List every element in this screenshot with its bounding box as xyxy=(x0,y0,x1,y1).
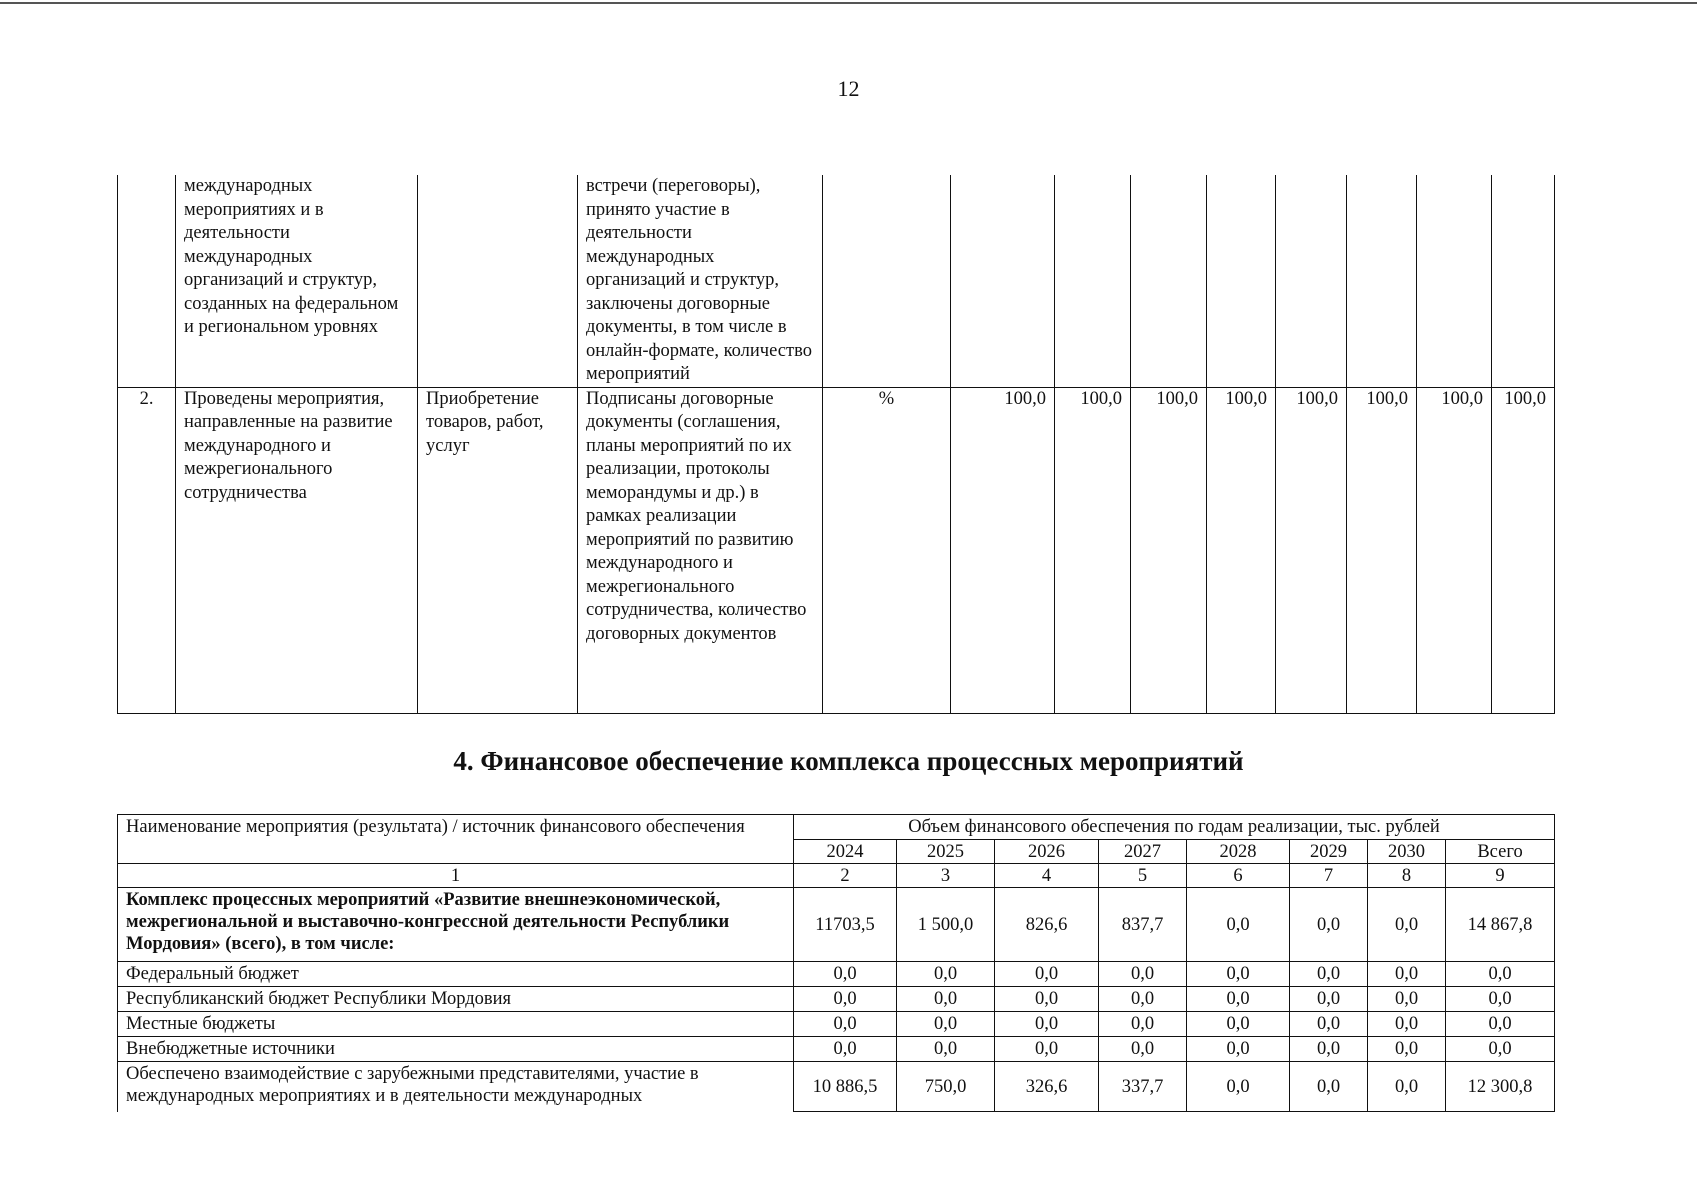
value-cell: 837,7 xyxy=(1099,888,1187,962)
column-number: 5 xyxy=(1099,864,1187,888)
column-number: 4 xyxy=(995,864,1099,888)
total-cell: 0,0 xyxy=(1446,962,1555,987)
column-number: 7 xyxy=(1290,864,1368,888)
value-cell: 0,0 xyxy=(1368,1062,1446,1112)
row-name: Внебюджетные источники xyxy=(118,1037,794,1062)
results-table xyxy=(117,175,1555,714)
value-cell: 0,0 xyxy=(1099,987,1187,1012)
table-row xyxy=(118,962,1555,987)
section-title: 4. Финансовое обеспечение комплекса процессных мероприятий xyxy=(453,746,1244,776)
total-header: Всего xyxy=(1446,840,1555,864)
value-cell: 0,0 xyxy=(1368,888,1446,962)
column-number: 1 xyxy=(118,864,794,888)
value-cell: 100,0 xyxy=(1492,387,1555,713)
value-cell: 0,0 xyxy=(897,1012,995,1037)
year-header: 2030 xyxy=(1368,840,1446,864)
year-header: 2025 xyxy=(897,840,995,864)
year-header: 2029 xyxy=(1290,840,1368,864)
value-cell xyxy=(1131,175,1207,387)
result-name: международных мероприятиях и в деятельности международных организаций и структур, созданных на федеральном и региональном уровнях xyxy=(176,175,418,387)
value-cell: 0,0 xyxy=(1290,1037,1368,1062)
row-name: Местные бюджеты xyxy=(118,1012,794,1037)
value-cell: 826,6 xyxy=(995,888,1099,962)
value-cell: 0,0 xyxy=(794,1037,897,1062)
row-name: Федеральный бюджет xyxy=(118,962,794,987)
year-header: 2027 xyxy=(1099,840,1187,864)
total-cell: 12 300,8 xyxy=(1446,1062,1555,1112)
value-cell: 0,0 xyxy=(1187,1062,1290,1112)
row-name: Обеспечено взаимодействие с зарубежными представителями, участие в международных мероприятиях и в деятельности международных xyxy=(118,1062,794,1112)
scan-edge-line xyxy=(0,2,1697,4)
value-cell xyxy=(1417,175,1492,387)
value-cell: 100,0 xyxy=(1347,387,1417,713)
value-cell xyxy=(1207,175,1276,387)
value-cell: 0,0 xyxy=(1187,1037,1290,1062)
value-cell: 0,0 xyxy=(1368,1037,1446,1062)
value-cell: 100,0 xyxy=(1055,387,1131,713)
value-cell: 100,0 xyxy=(1131,387,1207,713)
value-cell: 0,0 xyxy=(1368,962,1446,987)
value-cell: 0,0 xyxy=(1187,888,1290,962)
value-cell: 326,6 xyxy=(995,1062,1099,1112)
unit: % xyxy=(823,387,951,713)
value-cell: 100,0 xyxy=(1207,387,1276,713)
value-cell: 750,0 xyxy=(897,1062,995,1112)
value-cell xyxy=(1276,175,1347,387)
row-name: Республиканский бюджет Республики Мордовия xyxy=(118,987,794,1012)
year-header: 2026 xyxy=(995,840,1099,864)
header-row xyxy=(118,815,1555,840)
volume-caption: Объем финансового обеспечения по годам реализации, тыс. рублей xyxy=(794,815,1555,840)
value-cell: 0,0 xyxy=(794,1012,897,1037)
value-cell: 0,0 xyxy=(995,1037,1099,1062)
value-cell: 0,0 xyxy=(995,962,1099,987)
table-row xyxy=(118,888,1555,962)
value-cell: 0,0 xyxy=(1368,1012,1446,1037)
value-cell: 100,0 xyxy=(951,387,1055,713)
value-cell: 1 500,0 xyxy=(897,888,995,962)
result-description: Подписаны договорные документы (соглашения, планы мероприятий по их реализации, протоколы меморандумы и др.) в рамках реализации мероприятий по развитию международного и межрегионального сотрудничества, количество договорных документов xyxy=(578,387,823,713)
year-header: 2028 xyxy=(1187,840,1290,864)
total-cell: 0,0 xyxy=(1446,1012,1555,1037)
year-header: 2024 xyxy=(794,840,897,864)
value-cell: 0,0 xyxy=(995,987,1099,1012)
result-type xyxy=(418,175,578,387)
value-cell: 0,0 xyxy=(1368,987,1446,1012)
unit xyxy=(823,175,951,387)
table-row xyxy=(118,1062,1555,1112)
value-cell xyxy=(951,175,1055,387)
value-cell: 0,0 xyxy=(897,962,995,987)
table-row xyxy=(118,175,1555,387)
finance-table xyxy=(117,814,1555,1112)
value-cell: 0,0 xyxy=(794,962,897,987)
value-cell: 0,0 xyxy=(1290,888,1368,962)
page-number: 12 xyxy=(837,76,860,101)
column-number: 2 xyxy=(794,864,897,888)
value-cell: 0,0 xyxy=(794,987,897,1012)
row-number xyxy=(118,175,176,387)
value-cell: 0,0 xyxy=(995,1012,1099,1037)
result-description: встречи (переговоры), принято участие в деятельности международных организаций и структур, заключены договорные документы, в том числе в онлайн-формате, количество мероприятий xyxy=(578,175,823,387)
column-number: 9 xyxy=(1446,864,1555,888)
value-cell: 0,0 xyxy=(1187,962,1290,987)
column-number: 8 xyxy=(1368,864,1446,888)
value-cell: 0,0 xyxy=(1187,1012,1290,1037)
column-number: 6 xyxy=(1187,864,1290,888)
value-cell: 0,0 xyxy=(1290,1062,1368,1112)
table-row xyxy=(118,987,1555,1012)
value-cell: 100,0 xyxy=(1276,387,1347,713)
result-type: Приобретение товаров, работ, услуг xyxy=(418,387,578,713)
table-row xyxy=(118,1037,1555,1062)
row-number: 2. xyxy=(118,387,176,713)
value-cell: 0,0 xyxy=(1290,987,1368,1012)
value-cell: 0,0 xyxy=(897,987,995,1012)
table-row xyxy=(118,1012,1555,1037)
total-cell: 14 867,8 xyxy=(1446,888,1555,962)
value-cell: 0,0 xyxy=(1290,962,1368,987)
total-cell: 0,0 xyxy=(1446,987,1555,1012)
table-row xyxy=(118,387,1555,713)
value-cell: 10 886,5 xyxy=(794,1062,897,1112)
row-name: Комплекс процессных мероприятий «Развитие внешнеэкономической, межрегиональной и выставочно-конгрессной деятельности Республики Мордовия» (всего), в том числе: xyxy=(118,888,794,962)
value-cell: 11703,5 xyxy=(794,888,897,962)
value-cell: 0,0 xyxy=(897,1037,995,1062)
result-name: Проведены мероприятия, направленные на развитие международного и межрегионального сотрудничества xyxy=(176,387,418,713)
value-cell: 0,0 xyxy=(1099,962,1187,987)
value-cell: 0,0 xyxy=(1290,1012,1368,1037)
value-cell: 0,0 xyxy=(1099,1037,1187,1062)
name-column-header: Наименование мероприятия (результата) / источник финансового обеспечения xyxy=(118,815,794,864)
value-cell: 0,0 xyxy=(1187,987,1290,1012)
total-cell: 0,0 xyxy=(1446,1037,1555,1062)
column-number-row xyxy=(118,864,1555,888)
value-cell xyxy=(1492,175,1555,387)
value-cell xyxy=(1055,175,1131,387)
column-number: 3 xyxy=(897,864,995,888)
value-cell: 0,0 xyxy=(1099,1012,1187,1037)
value-cell: 337,7 xyxy=(1099,1062,1187,1112)
value-cell xyxy=(1347,175,1417,387)
value-cell: 100,0 xyxy=(1417,387,1492,713)
